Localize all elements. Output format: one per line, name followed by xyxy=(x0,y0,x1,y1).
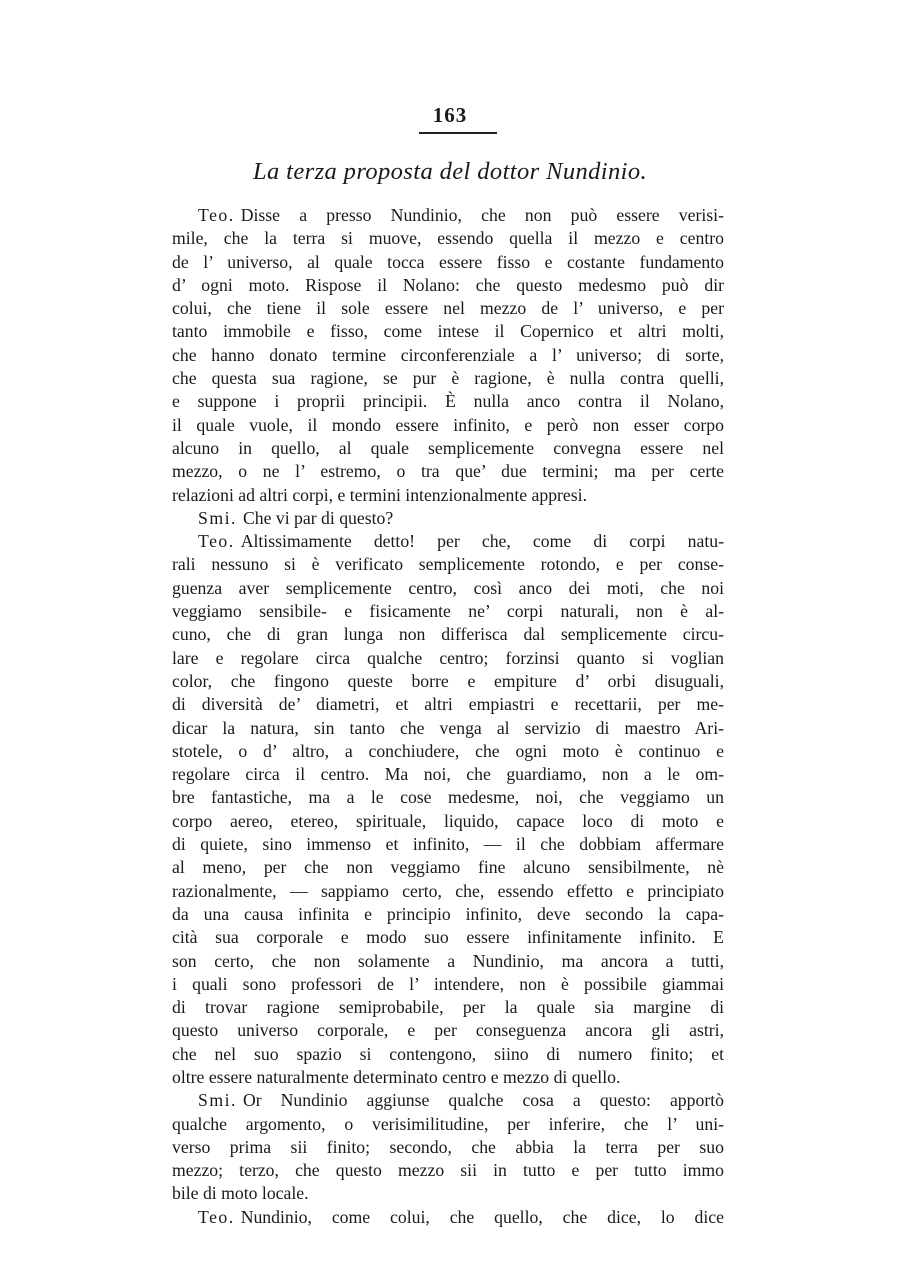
line-text: verso prima sii finito; secondo, che abbia la terra per suo xyxy=(172,1136,724,1157)
line-text: di quiete, sino immenso et infinito, — il che dobbiam affermare xyxy=(172,834,724,855)
line-text: cuno, che di gran lunga non differisca dal semplicemente circu- xyxy=(172,624,724,645)
text-line xyxy=(172,390,724,413)
text-line xyxy=(172,693,724,716)
text-line xyxy=(172,1136,724,1159)
speaker-label: Teo. xyxy=(198,205,235,225)
chapter-title: La terza proposta del dottor Nundinio. xyxy=(252,158,648,185)
text-line xyxy=(172,810,724,833)
text-line xyxy=(172,414,724,437)
text-line xyxy=(172,344,724,367)
line-text: di diversità de’ diametri, et altri empiastri e recettarii, per me- xyxy=(172,694,724,715)
text-line xyxy=(172,367,724,390)
text-line xyxy=(172,251,724,274)
speaker-label: Smi. xyxy=(198,1090,237,1111)
text-line xyxy=(172,530,724,553)
text-line xyxy=(172,623,724,646)
text-line xyxy=(172,577,724,600)
text-line xyxy=(172,204,724,227)
page-number: 163 xyxy=(432,103,468,127)
line-text: che nel suo spazio si contengono, siino di numero finito; et xyxy=(172,1043,724,1064)
text-line xyxy=(172,786,724,809)
text-line xyxy=(172,227,724,250)
text-line xyxy=(172,740,724,763)
line-text: stotele, o d’ altro, a conchiudere, che ogni moto è continuo e xyxy=(172,740,724,761)
line-text: rali nessuno si è verificato semplicemente rotondo, e per conse- xyxy=(172,554,724,575)
speaker-label: Smi. xyxy=(198,507,237,528)
text-line xyxy=(172,973,724,996)
line-text: Che vi par di questo? xyxy=(242,507,394,528)
text-line xyxy=(172,1066,724,1089)
line-text: razionalmente, — sappiamo certo, che, essendo effetto e principiato xyxy=(172,880,724,901)
text-line xyxy=(172,1019,724,1042)
line-text: colui, che tiene il sole essere nel mezzo de l’ universo, e per xyxy=(172,298,724,319)
text-line xyxy=(172,717,724,740)
line-text: Or Nundinio aggiunse qualche cosa a questo: apportò xyxy=(242,1090,724,1111)
line-text: d’ ogni moto. Rispose il Nolano: che questo medesmo può dir xyxy=(172,274,724,295)
text-line xyxy=(172,437,724,460)
text-line xyxy=(172,950,724,973)
text-line xyxy=(172,926,724,949)
text-line xyxy=(172,670,724,693)
line-text: bre fantastiche, ma a le cose medesme, noi, che veggiamo un xyxy=(172,787,724,808)
line-text: color, che fingono queste borre e empiture d’ orbi disuguali, xyxy=(172,670,724,691)
speaker-label: Teo. xyxy=(198,531,235,552)
text-line xyxy=(172,833,724,856)
line-text: lare e regolare circa qualche centro; forzinsi quanto si voglian xyxy=(172,647,724,668)
text-line xyxy=(172,507,724,530)
page-number-rule xyxy=(419,132,497,134)
line-text: i quali sono professori de l’ intendere, non è possibile giammai xyxy=(172,973,724,994)
line-text: mezzo; terzo, che questo mezzo sii in tutto e per tutto immo xyxy=(172,1160,724,1181)
speaker-label: Teo. xyxy=(198,1206,235,1227)
text-line xyxy=(172,1182,724,1205)
line-text: son certo, che non solamente a Nundinio, ma ancora a tutti, xyxy=(172,950,724,971)
text-line xyxy=(172,1089,724,1112)
line-text: che questa sua ragione, se pur è ragione, è nulla contra quelli, xyxy=(172,368,724,389)
text-line xyxy=(172,484,724,507)
line-text: di trovar ragione semiprobabile, per la quale sia margine di xyxy=(172,997,724,1018)
text-line xyxy=(172,1159,724,1182)
line-text: relazioni ad altri corpi, e termini intenzionalmente appresi. xyxy=(172,484,587,505)
line-text: bile di moto locale. xyxy=(172,1183,309,1204)
text-line xyxy=(172,600,724,623)
text-line xyxy=(172,1206,724,1229)
line-text: alcuno in quello, al quale semplicemente convegna essere nel xyxy=(172,437,724,458)
body-text xyxy=(172,204,724,1229)
line-text: Nundinio, come colui, che quello, che dice, lo dice xyxy=(240,1206,724,1227)
text-line xyxy=(172,763,724,786)
line-text: e suppone i proprii principii. È nulla anco contra il Nolano, xyxy=(172,391,724,412)
text-line xyxy=(172,1113,724,1136)
line-text: veggiamo sensibile- e fisicamente ne’ corpi naturali, non è al- xyxy=(172,601,724,622)
line-text: de l’ universo, al quale tocca essere fisso e costante fundamento xyxy=(172,251,724,272)
line-text: questo universo corporale, e per conseguenza ancora gli astri, xyxy=(172,1020,724,1041)
text-line xyxy=(172,460,724,483)
line-text: qualche argomento, o verisimilitudine, per inferire, che l’ uni- xyxy=(172,1113,724,1134)
line-text: dicar la natura, sin tanto che venga al servizio di maestro Ari- xyxy=(172,717,724,738)
line-text: Altissimamente detto! per che, come di corpi natu- xyxy=(240,531,724,552)
line-text: mezzo, o ne l’ estremo, o tra que’ due termini; ma per certe xyxy=(172,461,724,482)
line-text: che hanno donato termine circonferenziale a l’ universo; di sorte, xyxy=(172,344,724,365)
line-text: mile, che la terra si muove, essendo quella il mezzo e centro xyxy=(172,228,724,249)
line-text: corpo aereo, etereo, spirituale, liquido, capace loco di moto e xyxy=(172,810,724,831)
text-line xyxy=(172,553,724,576)
line-text: guenza aver semplicemente centro, così anco dei moti, che noi xyxy=(172,577,724,598)
line-text: oltre essere naturalmente determinato centro e mezzo di quello. xyxy=(172,1066,621,1087)
text-line xyxy=(172,320,724,343)
line-text: cità sua corporale e modo suo essere infinitamente infinito. E xyxy=(172,927,724,948)
text-line xyxy=(172,880,724,903)
text-line xyxy=(172,903,724,926)
line-text: tanto immobile e fisso, come intese il Copernico et altri molti, xyxy=(172,321,724,342)
text-line xyxy=(172,297,724,320)
line-text: il quale vuole, il mondo essere infinito, e però non esser corpo xyxy=(172,414,724,435)
line-text: al meno, per che non veggiamo fine alcuno sensibilmente, nè xyxy=(172,857,724,878)
text-line xyxy=(172,274,724,297)
line-text: regolare circa il centro. Ma noi, che guardiamo, non a le om- xyxy=(172,764,724,785)
line-text: da una causa infinita e principio infinito, deve secondo la capa- xyxy=(172,903,724,924)
text-line xyxy=(172,996,724,1019)
line-text: Disse a presso Nundinio, che non può essere verisi- xyxy=(240,205,724,225)
text-line xyxy=(172,647,724,670)
text-line xyxy=(172,856,724,879)
text-line xyxy=(172,1043,724,1066)
